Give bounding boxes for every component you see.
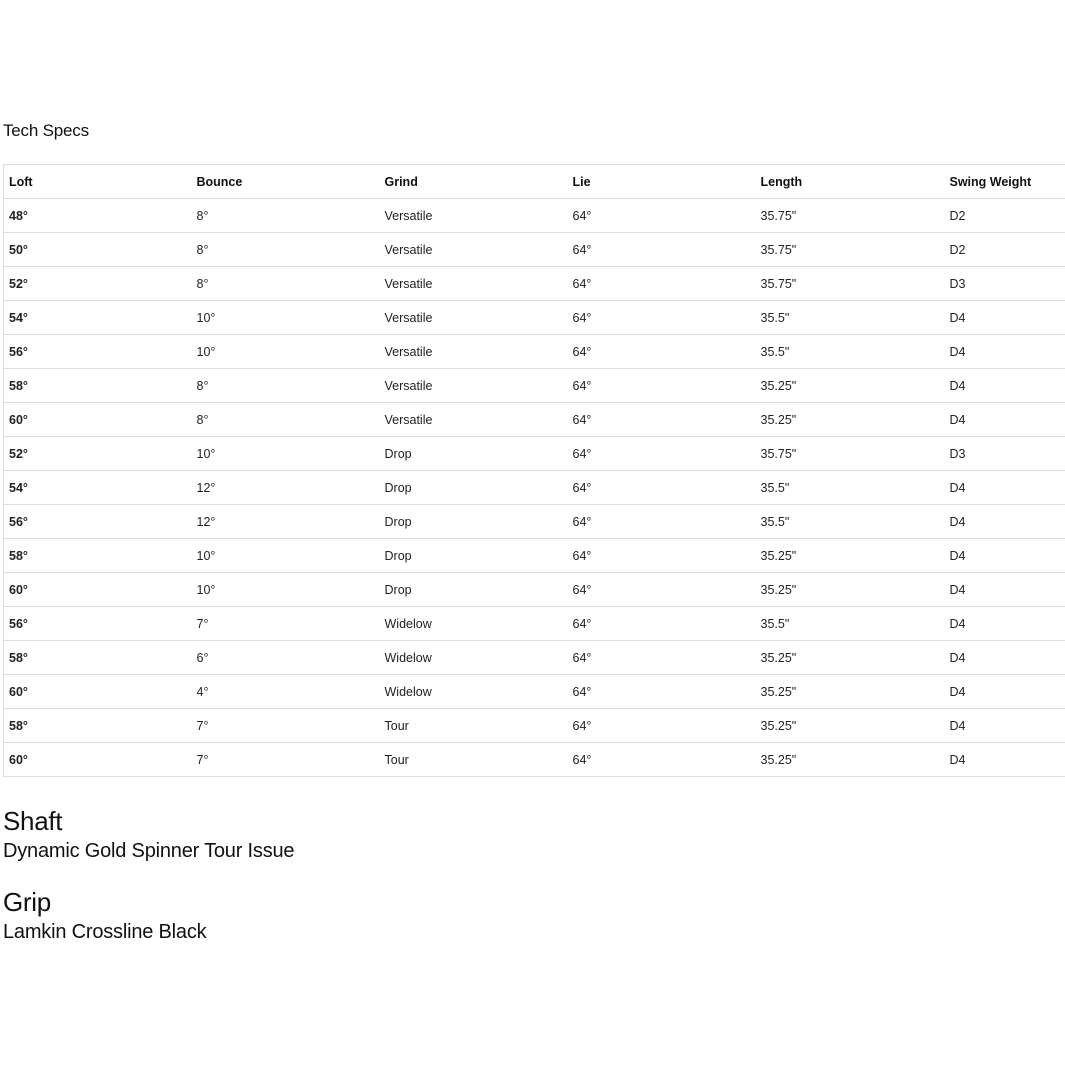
swing-weight-cell: D4 bbox=[945, 675, 1065, 709]
swing-weight-cell: D4 bbox=[945, 335, 1065, 369]
bounce-cell: 12° bbox=[192, 505, 380, 539]
bounce-cell: 4° bbox=[192, 675, 380, 709]
lie-cell: 64° bbox=[568, 199, 756, 233]
column-header-lie: Lie bbox=[568, 165, 756, 199]
lie-cell: 64° bbox=[568, 471, 756, 505]
length-cell: 35.75" bbox=[756, 267, 945, 301]
grind-cell: Widelow bbox=[380, 641, 568, 675]
grind-cell: Tour bbox=[380, 709, 568, 743]
table-row bbox=[4, 743, 1065, 777]
lie-cell: 64° bbox=[568, 709, 756, 743]
length-cell: 35.5" bbox=[756, 335, 945, 369]
loft-cell: 60° bbox=[4, 403, 192, 437]
lie-cell: 64° bbox=[568, 505, 756, 539]
bounce-cell: 10° bbox=[192, 573, 380, 607]
grind-cell: Versatile bbox=[380, 369, 568, 403]
table-row bbox=[4, 505, 1065, 539]
table-row bbox=[4, 403, 1065, 437]
swing-weight-cell: D4 bbox=[945, 641, 1065, 675]
length-cell: 35.25" bbox=[756, 675, 945, 709]
column-header-bounce: Bounce bbox=[192, 165, 380, 199]
grind-cell: Versatile bbox=[380, 335, 568, 369]
bounce-cell: 7° bbox=[192, 607, 380, 641]
table-row bbox=[4, 233, 1065, 267]
swing-weight-cell: D2 bbox=[945, 199, 1065, 233]
column-header-swing-weight: Swing Weight bbox=[945, 165, 1065, 199]
table-row bbox=[4, 301, 1065, 335]
swing-weight-cell: D4 bbox=[945, 403, 1065, 437]
lie-cell: 64° bbox=[568, 403, 756, 437]
lie-cell: 64° bbox=[568, 335, 756, 369]
loft-cell: 54° bbox=[4, 301, 192, 335]
length-cell: 35.5" bbox=[756, 607, 945, 641]
grip-value: Lamkin Crossline Black bbox=[3, 921, 207, 943]
swing-weight-cell: D4 bbox=[945, 301, 1065, 335]
tech-specs-title: Tech Specs bbox=[3, 121, 89, 140]
grind-cell: Versatile bbox=[380, 267, 568, 301]
table-row bbox=[4, 199, 1065, 233]
length-cell: 35.5" bbox=[756, 505, 945, 539]
bounce-cell: 8° bbox=[192, 199, 380, 233]
loft-cell: 56° bbox=[4, 335, 192, 369]
lie-cell: 64° bbox=[568, 369, 756, 403]
swing-weight-cell: D3 bbox=[945, 267, 1065, 301]
grind-cell: Drop bbox=[380, 437, 568, 471]
table-row bbox=[4, 573, 1065, 607]
loft-cell: 58° bbox=[4, 641, 192, 675]
loft-cell: 60° bbox=[4, 675, 192, 709]
loft-cell: 58° bbox=[4, 709, 192, 743]
bounce-cell: 8° bbox=[192, 403, 380, 437]
table-row bbox=[4, 267, 1065, 301]
column-header-length: Length bbox=[756, 165, 945, 199]
column-header-grind: Grind bbox=[380, 165, 568, 199]
swing-weight-cell: D4 bbox=[945, 743, 1065, 777]
grind-cell: Widelow bbox=[380, 675, 568, 709]
swing-weight-cell: D4 bbox=[945, 471, 1065, 505]
length-cell: 35.25" bbox=[756, 369, 945, 403]
length-cell: 35.5" bbox=[756, 301, 945, 335]
swing-weight-cell: D2 bbox=[945, 233, 1065, 267]
lie-cell: 64° bbox=[568, 267, 756, 301]
loft-cell: 56° bbox=[4, 505, 192, 539]
grind-cell: Versatile bbox=[380, 199, 568, 233]
grind-cell: Versatile bbox=[380, 301, 568, 335]
loft-cell: 58° bbox=[4, 539, 192, 573]
grind-cell: Versatile bbox=[380, 233, 568, 267]
length-cell: 35.25" bbox=[756, 743, 945, 777]
bounce-cell: 10° bbox=[192, 539, 380, 573]
length-cell: 35.25" bbox=[756, 709, 945, 743]
loft-cell: 50° bbox=[4, 233, 192, 267]
shaft-heading: Shaft bbox=[3, 806, 63, 836]
lie-cell: 64° bbox=[568, 301, 756, 335]
table-row bbox=[4, 539, 1065, 573]
bounce-cell: 10° bbox=[192, 335, 380, 369]
lie-cell: 64° bbox=[568, 607, 756, 641]
table-row bbox=[4, 641, 1065, 675]
length-cell: 35.25" bbox=[756, 539, 945, 573]
grind-cell: Drop bbox=[380, 471, 568, 505]
swing-weight-cell: D4 bbox=[945, 607, 1065, 641]
grind-cell: Drop bbox=[380, 505, 568, 539]
swing-weight-cell: D4 bbox=[945, 709, 1065, 743]
lie-cell: 64° bbox=[568, 641, 756, 675]
grind-cell: Drop bbox=[380, 573, 568, 607]
swing-weight-cell: D4 bbox=[945, 369, 1065, 403]
bounce-cell: 12° bbox=[192, 471, 380, 505]
length-cell: 35.25" bbox=[756, 641, 945, 675]
column-header-loft: Loft bbox=[4, 165, 192, 199]
lie-cell: 64° bbox=[568, 573, 756, 607]
bounce-cell: 10° bbox=[192, 301, 380, 335]
loft-cell: 60° bbox=[4, 573, 192, 607]
table-row bbox=[4, 335, 1065, 369]
table-row bbox=[4, 675, 1065, 709]
length-cell: 35.75" bbox=[756, 437, 945, 471]
table-row bbox=[4, 607, 1065, 641]
loft-cell: 52° bbox=[4, 437, 192, 471]
length-cell: 35.75" bbox=[756, 233, 945, 267]
lie-cell: 64° bbox=[568, 743, 756, 777]
tech-specs-table bbox=[3, 164, 1065, 777]
lie-cell: 64° bbox=[568, 437, 756, 471]
length-cell: 35.75" bbox=[756, 199, 945, 233]
grind-cell: Versatile bbox=[380, 403, 568, 437]
lie-cell: 64° bbox=[568, 675, 756, 709]
length-cell: 35.25" bbox=[756, 403, 945, 437]
length-cell: 35.25" bbox=[756, 573, 945, 607]
shaft-value: Dynamic Gold Spinner Tour Issue bbox=[3, 840, 295, 862]
swing-weight-cell: D4 bbox=[945, 505, 1065, 539]
grind-cell: Drop bbox=[380, 539, 568, 573]
loft-cell: 56° bbox=[4, 607, 192, 641]
bounce-cell: 8° bbox=[192, 369, 380, 403]
table-row bbox=[4, 471, 1065, 505]
bounce-cell: 8° bbox=[192, 267, 380, 301]
swing-weight-cell: D4 bbox=[945, 539, 1065, 573]
lie-cell: 64° bbox=[568, 539, 756, 573]
bounce-cell: 7° bbox=[192, 743, 380, 777]
length-cell: 35.5" bbox=[756, 471, 945, 505]
table-header-row bbox=[4, 165, 1065, 199]
bounce-cell: 10° bbox=[192, 437, 380, 471]
grind-cell: Tour bbox=[380, 743, 568, 777]
loft-cell: 58° bbox=[4, 369, 192, 403]
loft-cell: 48° bbox=[4, 199, 192, 233]
swing-weight-cell: D4 bbox=[945, 573, 1065, 607]
table-row bbox=[4, 369, 1065, 403]
bounce-cell: 6° bbox=[192, 641, 380, 675]
table-row bbox=[4, 709, 1065, 743]
loft-cell: 60° bbox=[4, 743, 192, 777]
bounce-cell: 8° bbox=[192, 233, 380, 267]
lie-cell: 64° bbox=[568, 233, 756, 267]
loft-cell: 54° bbox=[4, 471, 192, 505]
bounce-cell: 7° bbox=[192, 709, 380, 743]
table-row bbox=[4, 437, 1065, 471]
table-body bbox=[4, 199, 1065, 777]
swing-weight-cell: D3 bbox=[945, 437, 1065, 471]
grind-cell: Widelow bbox=[380, 607, 568, 641]
grip-heading: Grip bbox=[3, 887, 51, 917]
loft-cell: 52° bbox=[4, 267, 192, 301]
